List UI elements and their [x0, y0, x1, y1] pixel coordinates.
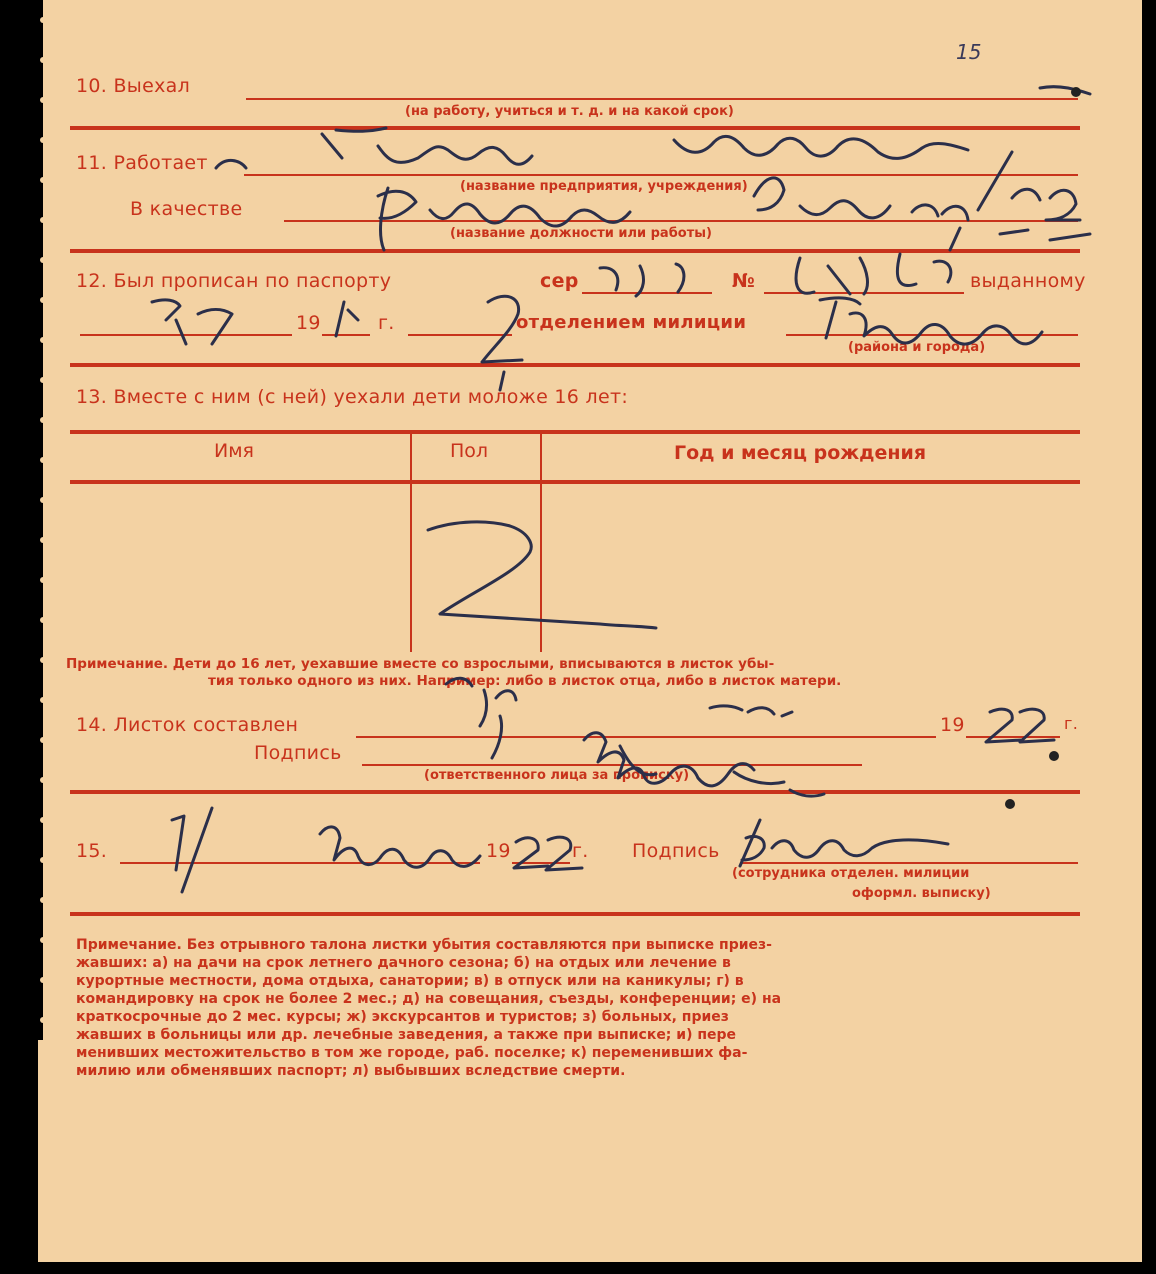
note-departure-rules-line: милию или обменявших паспорт; л) выбывших вследствие смерти. [76, 1063, 626, 1079]
handwriting-stroke [584, 706, 792, 786]
handwriting-stroke [740, 820, 948, 866]
field-15-signature-label: Подпись [632, 840, 720, 862]
field-12-dept: отделением милиции [516, 312, 747, 333]
note-departure-rules-line: краткосрочные до 2 мес. курсы; ж) экскурсантов и туристов; з) больных, приез [76, 1009, 729, 1025]
field-12-ser: сер [540, 270, 579, 292]
handwriting-stroke [446, 678, 516, 758]
handwriting-stroke [1050, 234, 1090, 240]
handwriting-stroke [320, 827, 480, 867]
handwriting-stroke [986, 709, 1054, 742]
field-14-signature-label: Подпись [254, 742, 342, 764]
handwriting-stroke [754, 152, 1080, 220]
handwriting-stroke [378, 188, 630, 250]
handwriting-stroke [152, 300, 232, 344]
note-departure-rules-line: жавших: а) на дачи на срок летнего дачного сезона; б) на отдых или лечение в [76, 955, 731, 971]
note-children-line: Примечание. Дети до 16 лет, уехавшие вместе со взрослыми, вписываются в листок убы- [66, 656, 775, 672]
field-12-label: 12. Был прописан по паспорту [76, 270, 392, 292]
field-15-label: 15. [76, 840, 108, 862]
handwriting-stroke [172, 808, 212, 892]
note-departure-rules-line: командировку на срок не более 2 мес.; д) на совещания, съезды, конференции; е) на [76, 991, 782, 1007]
handwriting-stroke [674, 136, 968, 158]
field-11-position-label: В качестве [130, 198, 243, 220]
handwriting-stroke [322, 128, 532, 164]
field-11-caption-position: (название должности или работы) [450, 226, 712, 241]
field-15-g: г. [572, 840, 589, 862]
field-10-caption: (на работу, учиться и т. д. и на какой срок) [405, 104, 734, 119]
field-14-year-prefix: 19 [940, 714, 965, 736]
handwriting-stroke [620, 746, 824, 796]
corner-mark: 15 [956, 40, 982, 64]
field-15-caption-1: (сотрудника отделен. милиции [732, 866, 970, 881]
paper-hole [1049, 751, 1059, 761]
field-12-caption: (района и города) [848, 340, 986, 355]
handwriting-stroke [600, 264, 684, 296]
field-12-number-sign: № [732, 270, 756, 292]
field-12-g: г. [378, 312, 395, 334]
note-departure-rules-line: менивших местожительство в том же городе, раб. поселке; к) переменивших фа- [76, 1045, 748, 1061]
handwriting-stroke [428, 522, 656, 628]
paper-hole [1071, 87, 1081, 97]
field-10-label: 10. Выехал [76, 75, 191, 97]
field-14-caption: (ответственного лица за прописку) [424, 768, 690, 783]
handwriting-stroke [216, 160, 246, 168]
field-12-issued: выданному [970, 270, 1086, 292]
field-15-caption-2: оформл. выписку) [852, 886, 991, 901]
handwriting-stroke [514, 837, 582, 870]
handwriting-stroke [820, 298, 1042, 344]
note-departure-rules-line: жавших в больницы или др. лечебные заведения, а также при выписке; и) пере [76, 1027, 737, 1043]
field-13-label: 13. Вместе с ним (с ней) уехали дети моложе 16 лет: [76, 386, 629, 408]
table-header-birth: Год и месяц рождения [674, 442, 927, 464]
field-11-caption-org: (название предприятия, учреждения) [460, 179, 748, 194]
note-children-line: тия только одного из них. Например: либо в листок отца, либо в листок матери. [208, 673, 842, 689]
handwriting-stroke [1040, 87, 1090, 94]
handwriting-stroke [336, 302, 358, 336]
note-departure-rules-line: Примечание. Без отрывного талона листки убытия составляются при выписке приез- [76, 937, 772, 953]
field-12-year-prefix: 19 [296, 312, 321, 334]
table-header-sex: Пол [450, 440, 489, 462]
field-14-label: 14. Листок составлен [76, 714, 299, 736]
paper-hole [1005, 799, 1015, 809]
handwriting-stroke [796, 228, 960, 294]
table-header-name: Имя [214, 440, 254, 462]
handwriting-stroke [482, 296, 522, 390]
field-14-g: г. [1064, 714, 1079, 733]
handwriting-stroke [1000, 230, 1028, 234]
field-15-year-prefix: 19 [486, 840, 511, 862]
field-11-label: 11. Работает [76, 152, 208, 174]
note-departure-rules-line: курортные местности, дома отдыха, санатории; в) в отпуск или на каникулы; г) в [76, 973, 744, 989]
